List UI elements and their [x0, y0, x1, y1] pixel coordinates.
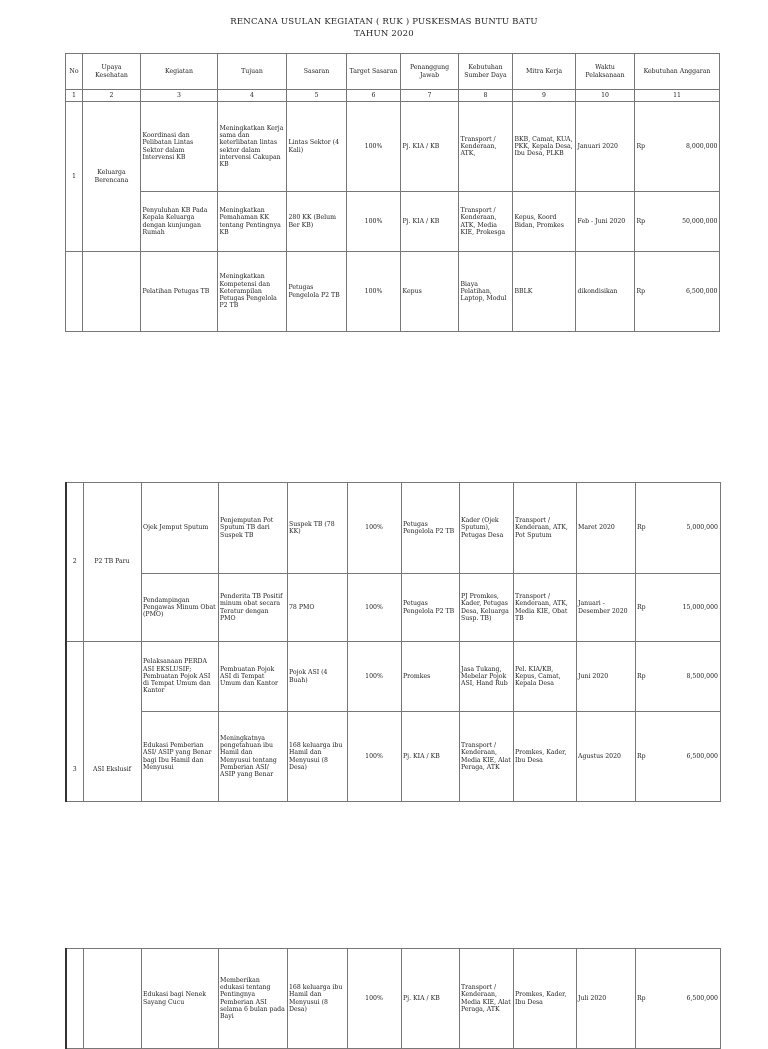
cell-mitra: Promkes, Kader, Ibu Desa [513, 712, 576, 802]
cell-waktu: Juni 2020 [576, 642, 635, 712]
colnum: 5 [287, 90, 347, 102]
colnum: 11 [635, 90, 720, 102]
cell-sasaran: 168 keluarga ibu Hamil dan Menyusui (8 Desa) [287, 712, 347, 802]
cell-kegiatan: Pelatihan Petugas TB [141, 252, 218, 332]
column-number-row [66, 90, 720, 102]
cell-target: 100% [347, 712, 401, 802]
cell-sasaran: 280 KK (Belum Ber KB) [287, 192, 347, 252]
table-header-row [66, 54, 720, 90]
cell-sumber: Kader (Ojek Sputum), Petugas Desa [459, 483, 513, 574]
header-pj: Penanggung Jawab [401, 54, 459, 90]
cell-target: 100% [347, 949, 401, 1049]
currency-label: Rp [637, 752, 646, 760]
cell-anggaran [635, 102, 720, 192]
cell-tujuan: Meningkatkan Kompetensi dan Keterampilan Petugas Pengelola P2 TB [218, 252, 287, 332]
cell-upaya [83, 252, 141, 332]
cell-waktu: Agustus 2020 [576, 712, 635, 802]
header-no: No [66, 54, 83, 90]
cell-pj: Pj. KIA / KB [401, 102, 459, 192]
cell-pj: Petugas Pengelola P2 TB [401, 483, 459, 574]
budget-value: 8,500,000 [686, 672, 718, 680]
colnum: 6 [347, 90, 401, 102]
budget-value: 15,000,000 [682, 603, 718, 611]
cell-upaya: P2 TB Paru [83, 483, 141, 642]
cell-waktu: Januari 2020 [576, 102, 635, 192]
colnum: 10 [576, 90, 635, 102]
document-title: RENCANA USULAN KEGIATAN ( RUK ) PUSKESMAS BUNTU BATU [230, 17, 538, 27]
cell-anggaran [635, 574, 720, 642]
cell-tujuan: Pembuatan Pojok ASI di Tempat Umum dan Kantor [218, 642, 287, 712]
cell-pj: Petugas Pengelola P2 TB [401, 574, 459, 642]
cell-waktu: Maret 2020 [576, 483, 635, 574]
colnum: 7 [401, 90, 459, 102]
budget-value: 6,500,000 [686, 752, 718, 760]
cell-target: 100% [347, 192, 401, 252]
cell-waktu: Januari - Desember 2020 [576, 574, 635, 642]
header-upaya: Upaya Kesehatan [83, 54, 141, 90]
colnum: 4 [218, 90, 287, 102]
budget-value: 8,000,000 [686, 142, 718, 150]
cell-pj: Pj. KIA / KB [401, 192, 459, 252]
header-mitra: Mitra Kerja [513, 54, 576, 90]
cell-kegiatan: Pelaksanaan PERDA ASI EKSLUSIF; Pembuatan Pojok ASI di Tempat Umum dan Kantor [141, 642, 218, 712]
cell-no [66, 949, 83, 1049]
cell-target: 100% [347, 483, 401, 574]
header-sasaran: Sasaran [287, 54, 347, 90]
cell-sasaran: Pojok ASI (4 Buah) [287, 642, 347, 712]
cell-anggaran [635, 483, 720, 574]
cell-mitra: Transport / Kenderaan, ATK, Media KIE, Obat TB [513, 574, 576, 642]
cell-tujuan: Meningkatkan Kerja sama dan keterlibatan lintas sektor dalam intervensi Cakupan KB [218, 102, 287, 192]
table-row [66, 642, 720, 712]
cell-anggaran [635, 252, 720, 332]
header-tujuan: Tujuan [218, 54, 287, 90]
header-target: Target Sasaran [347, 54, 401, 90]
cell-mitra: Promkes, Kader, Ibu Desa [513, 949, 576, 1049]
colnum: 2 [83, 90, 141, 102]
cell-sumber: Transport / Kenderaan, ATK, [459, 102, 513, 192]
cell-sasaran: Suspek TB (78 KK) [287, 483, 347, 574]
cell-mitra: Kepus, Koord Bidan, Promkes [513, 192, 576, 252]
cell-sumber: PJ Promkes, Kader, Petugas Desa, Keluarga Susp. TB) [459, 574, 513, 642]
cell-mitra: Pel. KIA/KB, Kepus, Camat, Kepala Desa [513, 642, 576, 712]
cell-sasaran: Lintas Sektor (4 Kali) [287, 102, 347, 192]
cell-target: 100% [347, 642, 401, 712]
cell-anggaran [635, 192, 720, 252]
cell-pj: Pj. KIA / KB [401, 712, 459, 802]
header-waktu: Waktu Pelaksanaan [576, 54, 635, 90]
budget-value: 6,500,000 [686, 287, 718, 295]
cell-tujuan: Penjemputan Pot Sputum TB dari Suspek TB [218, 483, 287, 574]
ruk-table-page-3 [65, 948, 721, 1049]
cell-sasaran: 78 PMO [287, 574, 347, 642]
table-row [66, 949, 720, 1049]
cell-mitra: Transport / Kenderaan, ATK, Pot Sputum [513, 483, 576, 574]
table-row [66, 712, 720, 802]
cell-sumber: Transport / Kenderaan, Media KIE, Alat Peraga, ATK [459, 949, 513, 1049]
ruk-table-page-2 [65, 482, 721, 802]
ruk-table-page-1 [65, 53, 720, 332]
currency-label: Rp [637, 672, 646, 680]
cell-sasaran: Petugas Pengelola P2 TB [287, 252, 347, 332]
cell-upaya: Keluarga Berencana [83, 102, 141, 252]
cell-sumber: Jasa Tukang, Mebelar Pojok ASI, Hand Rub [459, 642, 513, 712]
currency-label: Rp [636, 142, 646, 150]
cell-no: 3 [66, 642, 83, 802]
table-row [66, 102, 720, 192]
cell-sumber: Transport / Kenderaan, ATK, Media KIE, Prokesga [459, 192, 513, 252]
table-row [66, 483, 720, 574]
cell-sumber: Transport / Kenderaan, Media KIE, Alat Peraga, ATK [459, 712, 513, 802]
cell-pj: Promkes [401, 642, 459, 712]
cell-kegiatan: Pendampingan Pengawas Minum Obat (PMO) [141, 574, 218, 642]
currency-label: Rp [637, 994, 646, 1002]
cell-target: 100% [347, 252, 401, 332]
table-row [66, 252, 720, 332]
currency-label: Rp [636, 217, 646, 225]
budget-value: 5,000,000 [686, 524, 718, 532]
cell-waktu: Juli 2020 [576, 949, 635, 1049]
cell-tujuan: Penderita TB Positif minum obat secara Teratur dengan PMO [218, 574, 287, 642]
cell-sumber: Biaya Pelatihan, Laptop, Modul [459, 252, 513, 332]
cell-no [66, 252, 83, 332]
cell-mitra: BBLK [513, 252, 576, 332]
cell-anggaran [635, 712, 720, 802]
currency-label: Rp [636, 287, 646, 295]
cell-waktu: dikondisikan [576, 252, 635, 332]
colnum: 9 [513, 90, 576, 102]
cell-anggaran [635, 949, 720, 1049]
cell-tujuan: Meningkatnya pengetahuan ibu Hamil dan Menyusui tentang Pemberian ASI/ ASIP yang Benar [218, 712, 287, 802]
document-year: TAHUN 2020 [354, 29, 414, 39]
currency-label: Rp [637, 524, 646, 532]
cell-pj: Pj. KIA / KB [401, 949, 459, 1049]
cell-tujuan: Memberikan edukasi tentang Pentingnya Pemberian ASI selama 6 bulan pada Bayi [218, 949, 287, 1049]
colnum: 1 [66, 90, 83, 102]
cell-tujuan: Meningkatkan Pemahaman KK tentang Pentingnya KB [218, 192, 287, 252]
cell-kegiatan: Ojek Jemput Sputum [141, 483, 218, 574]
colnum: 3 [141, 90, 218, 102]
cell-no: 2 [66, 483, 83, 642]
cell-waktu: Feb - Juni 2020 [576, 192, 635, 252]
header-sumber: Kebutuhan Sumber Daya [459, 54, 513, 90]
table-row [66, 574, 720, 642]
cell-upaya [83, 949, 141, 1049]
cell-target: 100% [347, 102, 401, 192]
cell-pj: Kepus [401, 252, 459, 332]
table-row [66, 192, 720, 252]
cell-sasaran: 168 keluarga ibu Hamil dan Menyusui (8 Desa) [287, 949, 347, 1049]
header-anggaran: Kebutuhan Anggaran [635, 54, 720, 90]
cell-mitra: BKB, Camat, KUA, PKK, Kepala Desa, Ibu Desa, PLKB [513, 102, 576, 192]
cell-kegiatan: Edukasi bagi Nenek Sayang Cucu [141, 949, 218, 1049]
cell-anggaran [635, 642, 720, 712]
cell-target: 100% [347, 574, 401, 642]
budget-value: 6,500,000 [686, 994, 718, 1002]
cell-no: 1 [66, 102, 83, 252]
cell-upaya: ASI Ekslusif [83, 642, 141, 802]
colnum: 8 [459, 90, 513, 102]
header-kegiatan: Kegiatan [141, 54, 218, 90]
currency-label: Rp [637, 603, 646, 611]
cell-kegiatan: Penyuluhan KB Pada Kepala Keluarga dengan kunjungan Rumah [141, 192, 218, 252]
cell-kegiatan: Edukasi Pemberian ASI/ ASIP yang Benar bagi Ibu Hamil dan Menyusui [141, 712, 218, 802]
cell-kegiatan: Koordinasi dan Pelibatan Lintas Sektor dalam Intervensi KB [141, 102, 218, 192]
budget-value: 50,000,000 [682, 217, 718, 225]
